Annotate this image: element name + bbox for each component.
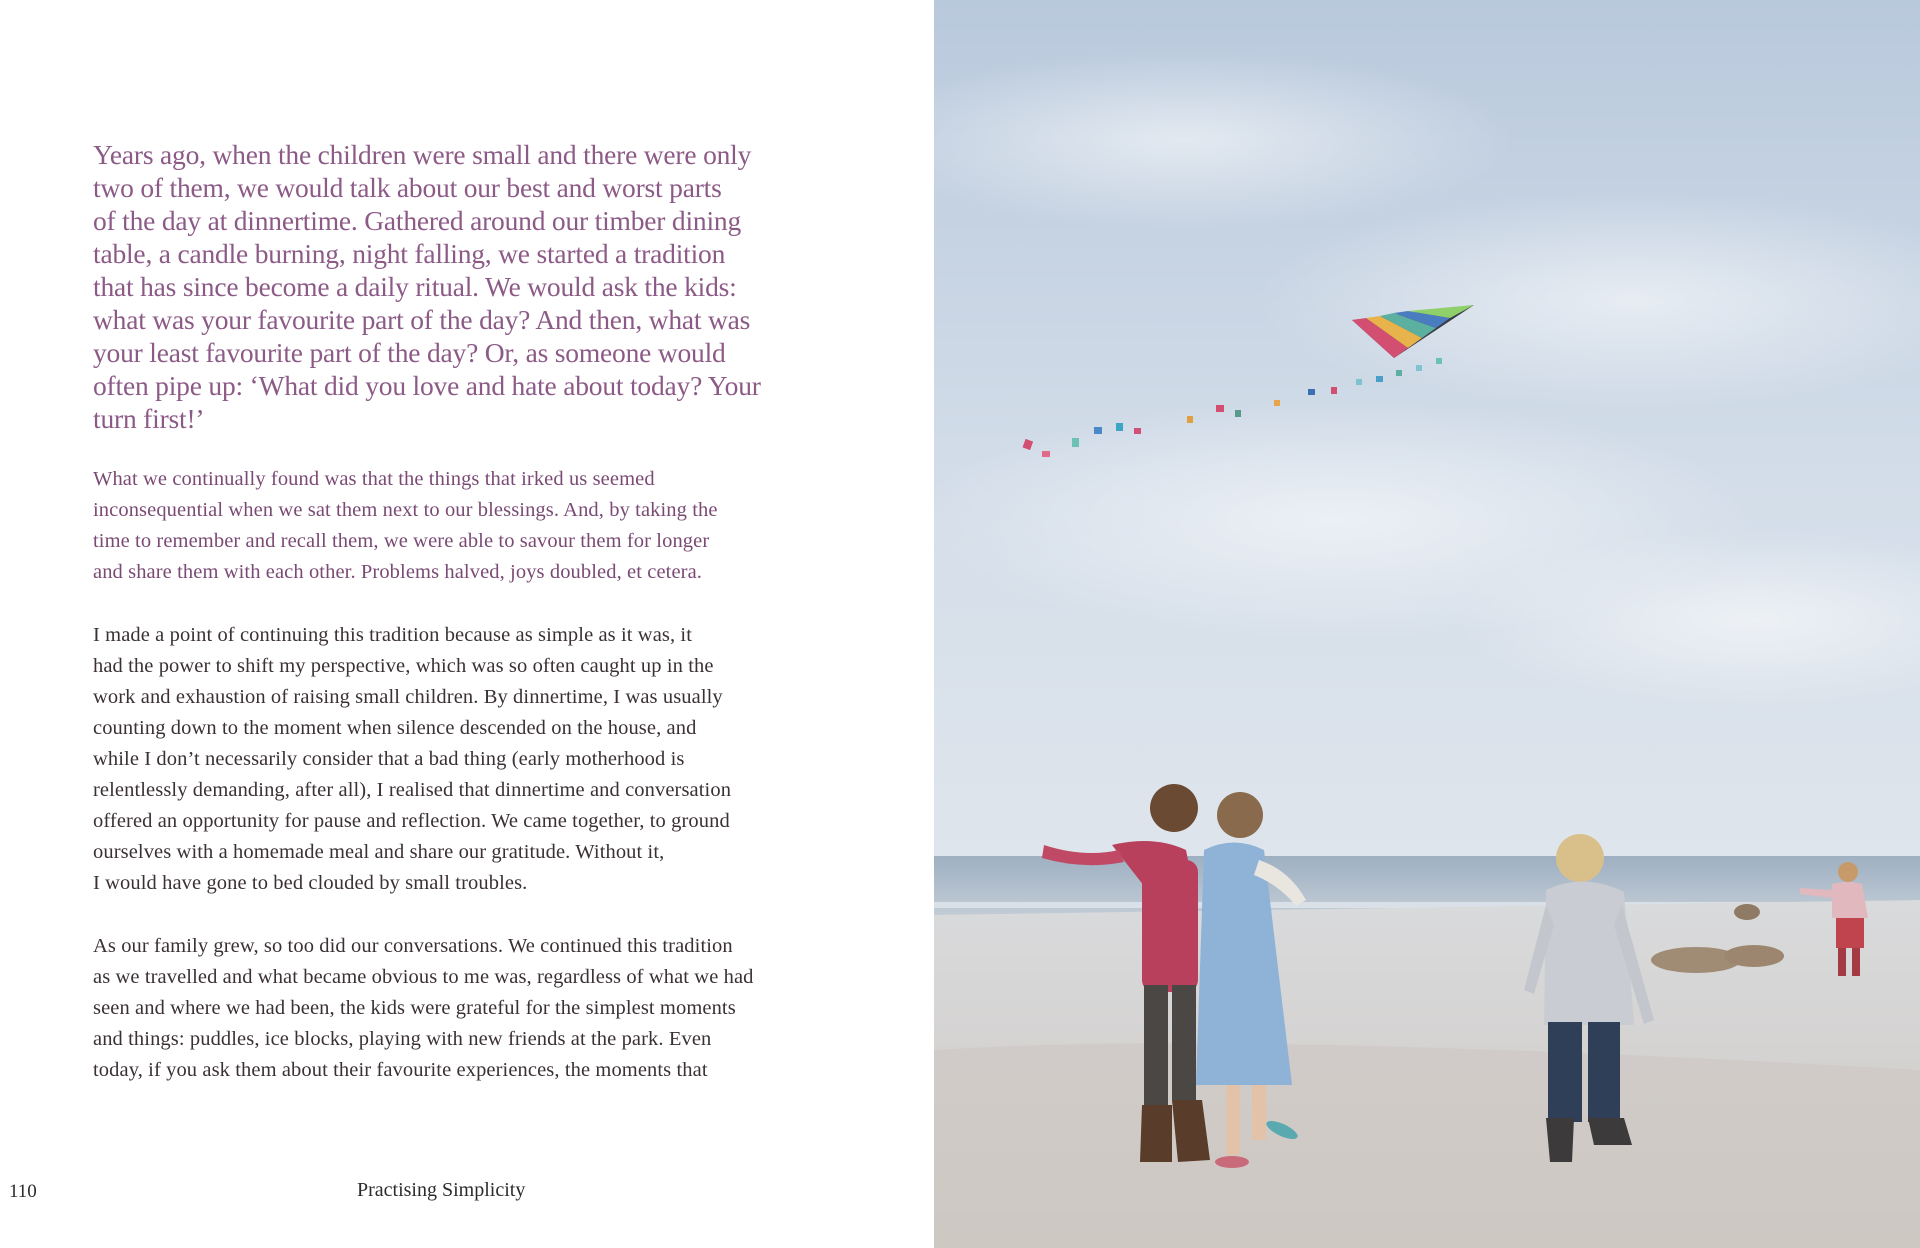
rock [1734, 904, 1760, 920]
paragraph-line: time to remember and recall them, we were able to savour them for longer [93, 530, 710, 552]
paragraph-line: seen and where we had been, the kids were grateful for the simplest moments [93, 997, 736, 1019]
rock [1724, 945, 1784, 967]
paragraph-line: while I don’t necessarily consider that a bad thing (early motherhood is [93, 748, 685, 770]
text-column [93, 138, 793, 1118]
intro-line: table, a candle burning, night falling, we started a tradition [93, 238, 726, 269]
beach-kite-photo [934, 0, 1920, 1248]
sand-reflection [934, 1043, 1920, 1248]
paragraph-line: As our family grew, so too did our conversations. We continued this tradition [93, 935, 733, 957]
intro-line: turn first!’ [93, 403, 205, 434]
paragraph-line: I would have gone to bed clouded by small troubles. [93, 872, 528, 894]
paragraph-line: today, if you ask them about their favourite experiences, the moments that [93, 1059, 708, 1081]
intro-paragraph [93, 138, 793, 435]
paragraph-line: counting down to the moment when silence descended on the house, and [93, 717, 697, 739]
paragraph-2 [93, 620, 793, 899]
intro-line: what was your favourite part of the day? And then, what was [93, 304, 751, 335]
intro-line: two of them, we would talk about our best and worst parts [93, 172, 722, 203]
paragraph-line: had the power to shift my perspective, which was so often caught up in the [93, 655, 714, 677]
left-text-page [0, 0, 934, 1248]
paragraph-line: I made a point of continuing this tradition because as simple as it was, it [93, 624, 693, 646]
intro-line: your least favourite part of the day? Or, as someone would [93, 337, 726, 368]
paragraph-line: inconsequential when we sat them next to our blessings. And, by taking the [93, 499, 718, 521]
paragraph-line: offered an opportunity for pause and reflection. We came together, to ground [93, 810, 730, 832]
paragraph-line: ourselves with a homemade meal and share our gratitude. Without it, [93, 841, 665, 863]
running-head: Practising Simplicity [357, 1179, 526, 1201]
intro-line: that has since become a daily ritual. We would ask the kids: [93, 271, 737, 302]
paragraph-line: and things: puddles, ice blocks, playing with new friends at the park. Even [93, 1028, 712, 1050]
paragraph-line: and share them with each other. Problems halved, joys doubled, et cetera. [93, 561, 703, 583]
page-number: 110 [9, 1181, 37, 1202]
paragraph-3 [93, 931, 793, 1086]
paragraph-line: as we travelled and what became obvious to me was, regardless of what we had [93, 966, 754, 988]
intro-line: Years ago, when the children were small and there were only [93, 139, 752, 170]
paragraph-line: What we continually found was that the things that irked us seemed [93, 468, 655, 490]
paragraph-line: relentlessly demanding, after all), I realised that dinnertime and conversation [93, 779, 732, 801]
paragraph-line: work and exhaustion of raising small children. By dinnertime, I was usually [93, 686, 723, 708]
intro-line: of the day at dinnertime. Gathered around our timber dining [93, 205, 741, 236]
beach-photo-page [934, 0, 1920, 1248]
intro-line: often pipe up: ‘What did you love and hate about today? Your [93, 370, 761, 401]
paragraph-1 [93, 464, 793, 588]
